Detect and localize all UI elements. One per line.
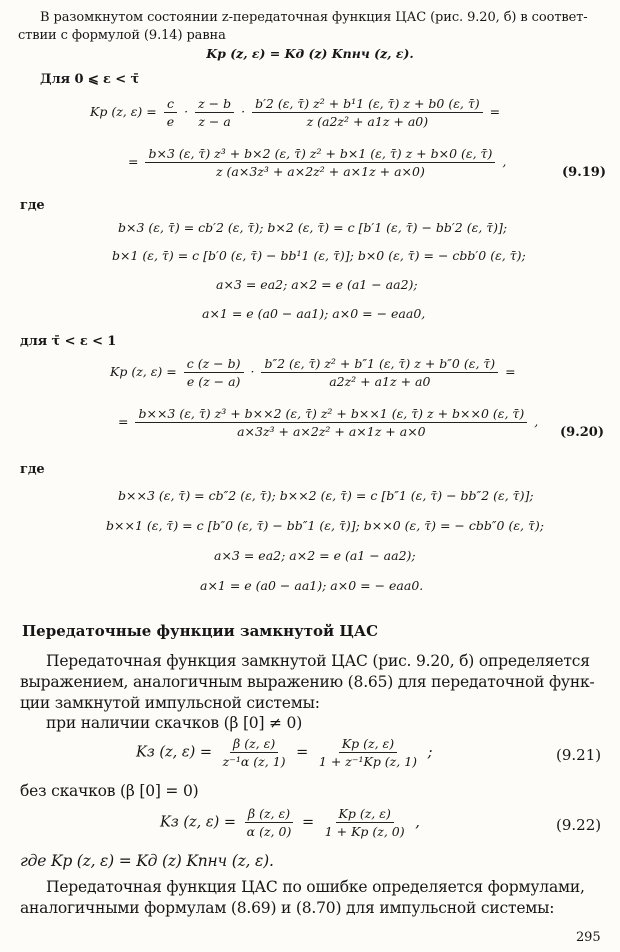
- section-p1-line1: Передаточная функция замкнутой ЦАС (рис. 9.20, б) определяется: [46, 652, 590, 670]
- page-number: 295: [576, 930, 601, 945]
- where2-label: где: [20, 462, 45, 477]
- where2-line3: a×3 = ea2; a×2 = e (a1 − aa2);: [214, 548, 416, 563]
- case2-condition: для τ̄ < ε < 1: [20, 334, 117, 349]
- intro-line-2: ствии с формулой (9.14) равна: [18, 28, 226, 43]
- section-heading: Передаточные функции замкнутой ЦАС: [22, 622, 379, 640]
- where3-line: где Kр (z, ε) = Kд (z) Kпнч (z, ε).: [20, 852, 274, 870]
- where1-line4: a×1 = e (a0 − aa1); a×0 = − eaa0,: [202, 306, 426, 321]
- final-line2: аналогичными формулам (8.69) и (8.70) для импульсной системы:: [20, 899, 555, 917]
- eq-number-9-21: (9.21): [556, 746, 602, 764]
- case2-equation-line1: Kр (z, ε) = $\frac{c (z - b)}{e (z - a)}$ · $\frac{\text{b″2 (ε, τ̄) z² + b″1 (ε, τ̄) z + b″0 (ε, τ̄)}}{\text{a2z² + a1z + a0}}$ =: [110, 356, 516, 389]
- where2-line1: b××3 (ε, τ̄) = cb″2 (ε, τ̄); b××2 (ε, τ̄) = c [b″1 (ε, τ̄) − bb″2 (ε, τ̄)];: [118, 488, 534, 503]
- section-p1-line3: ции замкнутой импульсной системы:: [20, 694, 320, 712]
- eq922-frac2: $\frac{Kр (z, \varepsilon)}{1 + Kр (z, 0)}$: [324, 806, 405, 839]
- where2-line2: b××1 (ε, τ̄) = c [b″0 (ε, τ̄) − bb″1 (ε, τ̄)]; b××0 (ε, τ̄) = − cbb″0 (ε, τ̄);: [106, 518, 544, 533]
- case2-lhs: Kр (z, ε) =: [110, 364, 177, 379]
- final-line1: Передаточная функция ЦАС по ошибке определяется формулами,: [46, 878, 585, 896]
- eq-number-9-19: (9.19): [562, 165, 606, 180]
- no-jump-line: без скачков (β [0] = 0): [20, 782, 199, 800]
- equation-9-21: Kз (z, ε) = $\frac{\beta (z, \varepsilon)}{\text{z⁻¹α (z, 1)}}$ = $\frac{Kр (z, \varepsilon)}{\text{1 + z⁻¹Kр (z, 1)}}$ ;: [136, 736, 433, 769]
- intro-line-1: В разомкнутом состоянии z-передаточная функция ЦАС (рис. 9.20, б) в соответ-: [40, 10, 588, 25]
- where1-line1: b×3 (ε, τ̄) = cb′2 (ε, τ̄); b×2 (ε, τ̄) = c [b′1 (ε, τ̄) − bb′2 (ε, τ̄)];: [118, 220, 508, 235]
- case1-lhs: Kр (z, ε) =: [90, 104, 157, 119]
- case1-frac2: $\frac{z - b}{z - a}$: [195, 96, 234, 129]
- case2-frac3: b××3 (ε, τ̄) z³ + b××2 (ε, τ̄) z² + b××1 (ε, τ̄) z + b××0 (ε, τ̄) a×3z³ + a×2z² + a×1z + a×0: [135, 406, 527, 439]
- where1-line3: a×3 = ea2; a×2 = e (a1 − aa2);: [216, 277, 418, 292]
- eq-number-9-22: (9.22): [556, 816, 602, 834]
- eq921-frac2: $\frac{Kр (z, \varepsilon)}{\text{1 + z⁻¹Kр (z, 1)}}$: [318, 736, 418, 769]
- equation-9-22: Kз (z, ε) = $\frac{\beta (z, \varepsilon)}{\alpha (z, 0)}$ = $\frac{Kр (z, \varepsilon)}{1 + Kр (z, 0)}$ ,: [160, 806, 420, 839]
- intro-equation: Kр (z, ε) = Kд (z) Kпнч (z, ε).: [206, 46, 414, 61]
- eq922-frac1: $\frac{\beta (z, \varepsilon)}{\alpha (z, 0)}$: [246, 806, 292, 839]
- case1-equation-line2: = b×3 (ε, τ̄) z³ + b×2 (ε, τ̄) z² + b×1 (ε, τ̄) z + b×0 (ε, τ̄) z (a×3z³ + a×2z² + a×1z + a×0) ,: [128, 146, 507, 179]
- where2-line4: a×1 = e (a0 − aa1); a×0 = − eaa0.: [200, 578, 424, 593]
- eq-number-9-20: (9.20): [560, 425, 604, 440]
- case2-frac1: $\frac{c (z - b)}{e (z - a)}$: [184, 356, 244, 389]
- case1-frac3: $\frac{\text{b′2 (ε, τ̄) z² + b¹1 (ε, τ̄) z + b0 (ε, τ̄)}}{\text{z (a2z² + a1z + a0)}}$: [252, 96, 483, 129]
- case1-equation-line1: Kр (z, ε) = $\frac{c}{e}$ · $\frac{z - b}{z - a}$ · $\frac{\text{b′2 (ε, τ̄) z² + b¹1 (ε, τ̄) z + b0 (ε, τ̄)}}{\text{z (a2z² + a1z + a0)}}$ =: [90, 96, 501, 129]
- case1-frac4: b×3 (ε, τ̄) z³ + b×2 (ε, τ̄) z² + b×1 (ε, τ̄) z + b×0 (ε, τ̄) z (a×3z³ + a×2z² + a×1z + a×0): [145, 146, 495, 179]
- section-p1-line4: при наличии скачков (β [0] ≠ 0): [46, 714, 303, 732]
- where1-label: где: [20, 198, 45, 213]
- case1-frac1: $\frac{c}{e}$: [164, 96, 177, 129]
- case2-frac2: $\frac{\text{b″2 (ε, τ̄) z² + b″1 (ε, τ̄) z + b″0 (ε, τ̄)}}{\text{a2z² + a1z + a0}}$: [261, 356, 498, 389]
- case1-condition: Для 0 ⩽ ε < τ̄: [40, 72, 140, 87]
- section-p1-line2: выражением, аналогичным выражению (8.65) для передаточной функ-: [20, 673, 595, 691]
- case2-equation-line2: = b××3 (ε, τ̄) z³ + b××2 (ε, τ̄) z² + b××1 (ε, τ̄) z + b××0 (ε, τ̄) a×3z³ + a×2z² + a×1z + a×0 ,: [118, 406, 539, 439]
- eq921-frac1: $\frac{\beta (z, \varepsilon)}{\text{z⁻¹α (z, 1)}}$: [222, 736, 286, 769]
- where1-line2: b×1 (ε, τ̄) = c [b′0 (ε, τ̄) − bb¹1 (ε, τ̄)]; b×0 (ε, τ̄) = − cbb′0 (ε, τ̄);: [112, 248, 526, 263]
